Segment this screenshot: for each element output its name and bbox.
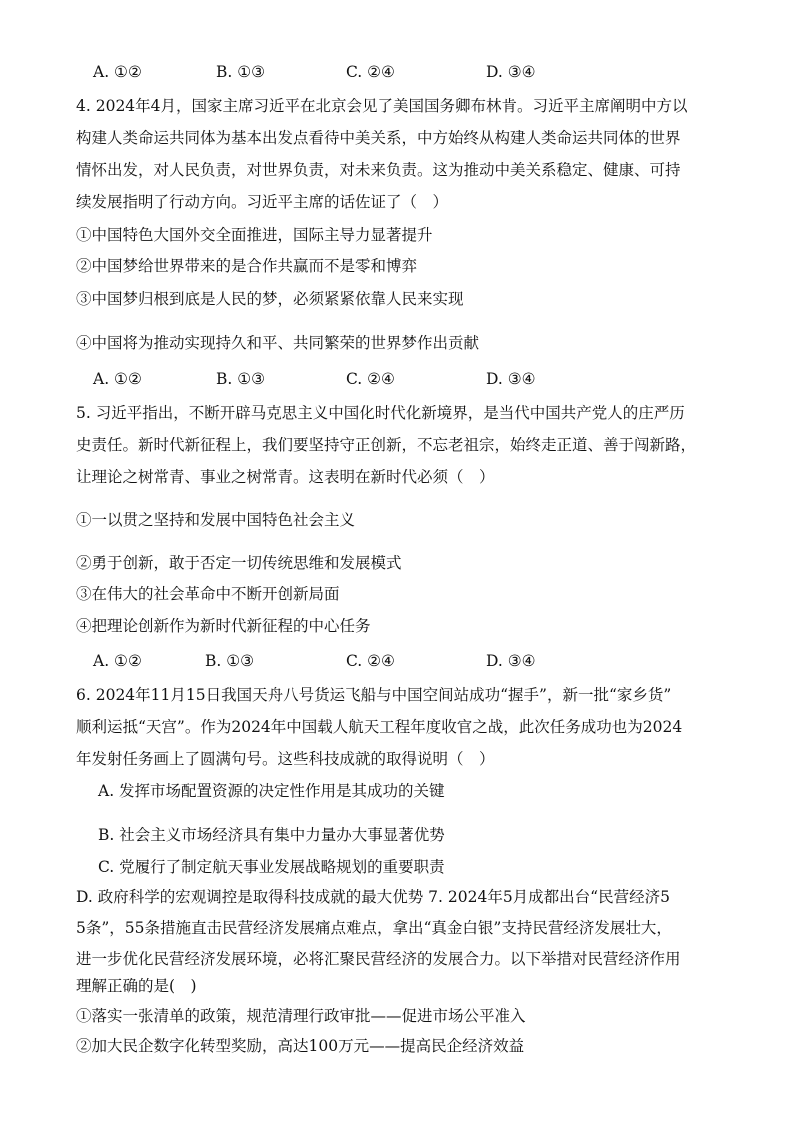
q5-option-b: B. ①③ (205, 652, 255, 670)
q4-statement: ③中国梦归根到底是人民的梦，必须紧紧依靠人民来实现 (76, 290, 464, 308)
q3-options (0, 62, 794, 82)
q5-statement: ②勇于创新，敢于否定一切传统思维和发展模式 (76, 554, 402, 572)
q6-choice-c: C. 党履行了制定航天事业发展战略规划的重要职责 (98, 858, 445, 876)
q6-stem-line: 顺利运抵“天宫”。作为2024年中国载人航天工程年度收官之战，此次任务成功也为2024 (76, 718, 683, 736)
q4-option-b: B. ①③ (216, 370, 266, 388)
q5-statement: ③在伟大的社会革命中不断开创新局面 (76, 585, 340, 603)
q3-option-b: B. ①③ (216, 63, 266, 81)
q4-option-d: D. ③④ (486, 370, 536, 388)
q3-option-d: D. ③④ (486, 63, 536, 81)
q4-option-a: A. ①② (93, 370, 142, 388)
q6-choice-a: A. 发挥市场配置资源的决定性作用是其成功的关键 (98, 782, 445, 800)
q5-statement: ④把理论创新作为新时代新征程的中心任务 (76, 617, 371, 635)
q5-stem-line: 史责任。新时代新征程上，我们要坚持守正创新，不忘老祖宗，始终走正道、善于闯新路， (76, 436, 697, 454)
q4-stem-line: 构建人类命运共同体为基本出发点看待中美关系，中方始终从构建人类命运共同体的世界 (76, 129, 681, 147)
q4-stem-line: 情怀出发，对人民负责，对世界负责，对未来负责。这为推动中美关系稳定、健康、可持 (76, 161, 681, 179)
q5-stem-line: 让理论之树常青、事业之树常青。这表明在新时代必须（ ） (76, 468, 495, 486)
q7-stem-line: 5条”，55条措施直击民营经济发展痛点难点，拿出“真金白银”支持民营经济发展壮大， (76, 919, 672, 937)
q6-choice-b: B. 社会主义市场经济具有集中力量办大事显著优势 (98, 826, 445, 844)
q7-statement: ②加大民企数字化转型奖励，高达100万元——提高民企经济效益 (76, 1037, 525, 1055)
q4-statement: ④中国将为推动实现持久和平、共同繁荣的世界梦作出贡献 (76, 334, 480, 352)
q5-option-a: A. ①② (93, 652, 142, 670)
q7-stem-line: 进一步优化民营经济发展环境，必将汇聚民营经济的发展合力。以下举措对民营经济作用 (76, 950, 681, 968)
q4-statement: ①中国特色大国外交全面推进，国际主导力显著提升 (76, 226, 433, 244)
q7-statement: ①落实一张清单的政策，规范清理行政审批——促进市场公平准入 (76, 1007, 526, 1025)
q5-stem-line: 5. 习近平指出，不断开辟马克思主义中国化时代化新境界，是当代中国共产党人的庄严历 (76, 404, 685, 422)
q6-stem-line: 6. 2024年11月15日我国天舟八号货运飞船与中国空间站成功“握手”，新一批“家乡货” (76, 686, 672, 704)
q4-stem-line: 4. 2024年4月，国家主席习近平在北京会见了美国国务卿布林肯。习近平主席阐明中方以 (76, 97, 688, 115)
q6-choice-d: D. 政府科学的宏观调控是取得科技成就的最大优势 7. 2024年5月成都出台“民营经济5 (76, 888, 670, 906)
q6-stem-line: 年发射任务画上了圆满句号。这些科技成就的取得说明（ ） (76, 750, 495, 768)
q5-statement: ①一以贯之坚持和发展中国特色社会主义 (76, 511, 356, 529)
q4-stem-line: 续发展指明了行动方向。习近平主席的话佐证了（ ） (76, 193, 449, 211)
q5-options (0, 651, 794, 671)
q7-stem-line: 理解正确的是( ) (76, 977, 197, 995)
q3-option-a: A. ①② (93, 63, 142, 81)
q5-option-d: D. ③④ (486, 652, 536, 670)
q5-option-c: C. ②④ (346, 652, 395, 670)
q4-statement: ②中国梦给世界带来的是合作共赢而不是零和博弈 (76, 257, 418, 275)
q4-option-c: C. ②④ (346, 370, 395, 388)
q3-option-c: C. ②④ (346, 63, 395, 81)
q4-options (0, 369, 794, 389)
